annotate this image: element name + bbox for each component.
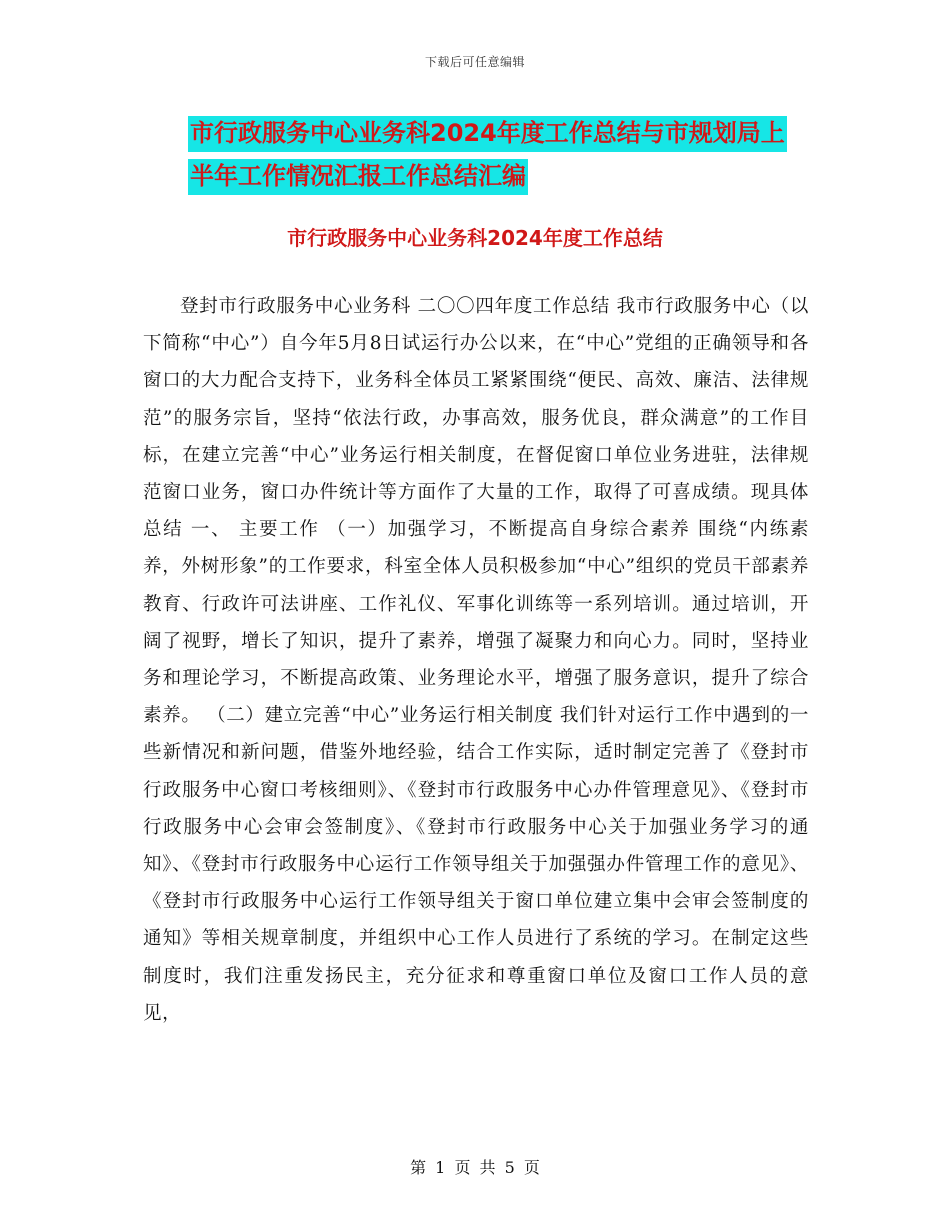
page-number-footer: 第 1 页 共 5 页 — [410, 1158, 540, 1177]
document-title-highlight: 市行政服务中心业务科2024年度工作总结与市规划局上半年工作情况汇报工作总结汇编 — [188, 116, 787, 195]
page-header-note: 下载后可任意编辑 — [424, 55, 525, 69]
section-title: 市行政服务中心业务科2024年度工作总结 — [287, 226, 663, 250]
document-title — [188, 112, 808, 198]
body-paragraph: 登封市行政服务中心业务科 二〇〇四年度工作总结 我市行政服务中心（以下简称“中心”）自今年5月8日试运行办公以来，在“中心”党组的正确领导和各窗口的大力配合支持下，业务科全体员工紧紧围绕“便民、高效、廉洁、法律规范”的服务宗旨，坚持“依法行政，办事高效，服务优良，群众满意”的工作目标，在建立完善“中心”业务运行相关制度，在督促窗口单位业务进驻，法律规范窗口业务，窗口办件统计等方面作了大量的工作，取得了可喜成绩。现具体总结 一、 主要工作 （一）加强学习，不断提高自身综合素养 围绕“内练素养，外树形象”的工作要求，科室全体人员积极参加“中心”组织的党员干部素养教育、行政许可法讲座、工作礼仪、军事化训练等一系列培训。通过培训，开阔了视野，增长了知识，提升了素养，增强了凝聚力和向心力。同时，坚持业务和理论学习，不断提高政策、业务理论水平，增强了服务意识，提升了综合素养。 （二）建立完善“中心”业务运行相关制度 我们针对运行工作中遇到的一些新情况和新问题，借鉴外地经验，结合工作实际，适时制定完善了《登封市行政服务中心窗口考核细则》、《登封市行政服务中心办件管理意见》、《登封市行政服务中心会审会签制度》、《登封市行政服务中心关于加强业务学习的通知》、《登封市行政服务中心运行工作领导组关于加强强办件管理工作的意见》、《登封市行政服务中心运行工作领导组关于窗口单位建立集中会审会签制度的通知》等相关规章制度，并组织中心工作人员进行了系统的学习。在制定这些制度时，我们注重发扬民主，充分征求和尊重窗口单位及窗口工作人员的意见， — [143, 296, 809, 1024]
